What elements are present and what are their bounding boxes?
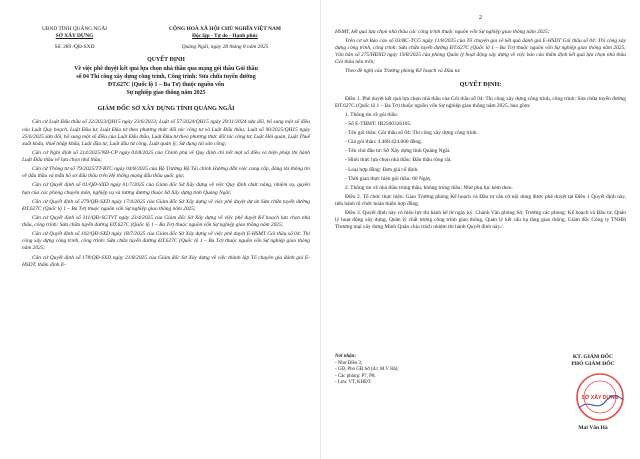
agency-name: UBND TỈNH QUẢNG NGÃI: [41, 26, 108, 32]
legal-basis-paragraph: Căn cứ Quyết định số 279/QĐ-SXD ngày 17/4/2025 của Giám đốc Sở Xây dựng về việc phê duyệt dự án Sửa chữa tuyến đường ĐT.627C (Quốc lộ 1 – Ba Tơ) thuộc nguồn vốn Sự nghiệp giao thông năm 2025;: [22, 198, 310, 212]
list-item: 2. Thông tin về nhà thầu trúng thầu, không trúng thầu: Như phụ lục kèm theo.: [345, 184, 513, 191]
recipient-item: - GĐ, Phó GĐ Sở (đ/c M.V Hà);: [335, 367, 399, 373]
list-item: 1. Thông tin về gói thầu:: [345, 111, 399, 118]
stamp-text: SỞ XÂY DỰNG: [581, 395, 619, 401]
agency-sub: SỞ XÂY DỰNG: [55, 33, 94, 40]
legal-basis-paragraph: Căn cứ Thông tư số 79/2025/TT-BTC ngày 04/8/2025 của Bộ Trưởng Bộ Tài chính Hướng dẫn việc cung cấp, đăng tải thông tin về đấu thầu và mẫu hồ sơ đấu thầu trên Hệ thống mạng đấu thầu quốc gia;: [22, 166, 310, 180]
list-item: - Hình thức lựa chọn nhà thầu: Đấu thầu rộng rãi.: [345, 157, 452, 164]
legal-basis-continued: [335, 29, 626, 76]
list-item: - Tên gói thầu: Gói thầu số 04: Thi công xây dựng công trình.: [345, 130, 478, 137]
signature-title-2: PHÓ GIÁM ĐỐC: [571, 361, 615, 368]
legal-basis-paragraph: Căn cứ Nghị định số 214/2025/NĐ-CP ngày 04/8/2025 của Chính phủ về Quy định chi tiết một số điều và biện pháp thi hành Luật Đấu thầu về lựa chọn nhà thầu;: [22, 149, 310, 164]
nation-motto: Độc lập - Tự do - Hạnh phúc: [192, 33, 258, 40]
legal-basis-paragraph: Căn cứ Quyết định số 01/QĐ-SXD ngày 01/7/2025 của Giám đốc Sở Xây dựng về việc Quy định chức năng, nhiệm vụ, quyền hạn của các phòng chuyên môn, nghiệp vụ và tương đương thuộc Sở Xây dựng tỉnh Quảng Ngãi;: [22, 182, 310, 196]
document-page-2: [320, 0, 640, 459]
recipient-item: - Các phòng: P7, P8;: [335, 373, 376, 379]
recipients-title: Nơi nhận:: [335, 354, 356, 359]
legal-basis-paragraph: Theo đề nghị của Trưởng phòng Kế hoạch và Đầu tư.: [345, 68, 461, 75]
list-item: - Tên chủ đầu tư: Sở Xây dựng tỉnh Quảng Ngãi.: [345, 148, 451, 155]
recipient-item: - Lưu: VT, KHĐT.: [335, 380, 372, 386]
list-item: - Giá gói thầu: 4.468.424.000 đồng.: [345, 139, 423, 146]
article-3: Điều 3. Quyết định này có hiệu lực thi hành kể từ ngày ký. Chánh Văn phòng Sở, Trưởng các phòng: Kế hoạch và Đầu tư, Quản lý hoạt động xây dựng, Quản lý chất lượng công trình giao thông, Quản lý kết cấu hạ tầng giao thông, Giám đốc Công ty TNHH Thương mại xây dựng Minh Quân chịu trách nhiệm thi hành Quyết định này./.: [335, 210, 626, 231]
article-1: Điều 1. Phê duyệt kết quả lựa chọn nhà thầu của Gói thầu số 04: Thi công xây dựng công trình, công trình: Sửa chữa tuyến đường ĐT.627C (Quốc lộ 1 – Ba Tơ) thuộc nguồn vốn Sự nghiệp giao thông năm 2025, bao gồm:: [335, 95, 626, 109]
page-number: 2: [478, 14, 483, 21]
list-item: - Loại hợp đồng: Đơn giá cố định.: [345, 166, 419, 173]
doc-title-line-2: số 04 Thi công xây dựng công trình, Công trình: Sửa chữa tuyến đường: [76, 73, 256, 80]
doc-type: QUYẾT ĐỊNH: [147, 57, 185, 64]
official-stamp-icon: [575, 372, 625, 422]
doc-title-line-1: Về việc phê duyệt kết quả lựa chọn nhà thầu qua mạng gói thầu Gói thầu: [74, 66, 258, 73]
list-item: - Thời gian thực hiện gói thầu: 60 Ngày.: [345, 175, 432, 182]
nation-title: CỘNG HOÀ XÃ HỘI CHỦ NGHĨA VIỆT NAM: [169, 26, 281, 32]
legal-basis-paragraph: Căn cứ Quyết định số 178/QĐ-SXD ngày 21/8/2025 của Giám đốc Sở Xây dựng về việc thành lập Tổ chuyên gia đánh giá E-HSDT, thẩm định E-: [22, 254, 310, 268]
legal-basis: [22, 119, 310, 268]
signature-title-1: KT. GIÁM ĐỐC: [572, 354, 614, 360]
doc-title-line-3: ĐT.627C (Quốc lộ 1 – Ba Tơ) thuộc nguồn vốn: [107, 81, 225, 88]
document-number: Số: 289 /QĐ-SXD: [54, 44, 95, 51]
legal-basis-paragraph: HSMT, kết quả lựa chọn nhà thầu các công trình thuộc nguồn vốn Sự nghiệp giao thông năm 2025;: [335, 28, 550, 35]
document-date: Quảng Ngãi, ngày 28 tháng 8 năm 2025: [181, 44, 269, 51]
signer-name: Mai Văn Hà: [578, 424, 608, 431]
recipient-item: - Như Điều 3;: [335, 360, 363, 366]
legal-basis-paragraph: Trên cơ sở Báo cáo số 03/BC-TCG ngày 11/8/2025 của Tổ chuyên gia về kết quả đánh giá E-HSDT Gói thầu số 04: Thi công xây dựng công trình, công trình: Sửa chữa tuyến đường ĐT.627C (Quốc lộ 1 – Ba Tơ) thuộc nguồn vốn Sự nghiệp giao thông năm 2025; Văn bản số 275/HĐXD ngày 19/8/2025 của phòng Quản lý hoạt động xây dựng về việc báo cáo thẩm định kết quả lựa chọn nhà thầu Gói thầu nêu trên;: [335, 37, 626, 66]
legal-basis-paragraph: Căn cứ Quyết định số 102/QĐ-SXD ngày 18/7/2025 của Giám đốc Sở Xây dựng về việc phê duyệt E-HSMT Gói thầu số 04: Thi công xây dựng công trình, công trình: Sửa chữa tuyến đường ĐT.627C (Quốc lộ 1 – Ba Tơ) thuộc nguồn vốn Sự nghiệp giao thông năm 2025;: [22, 231, 310, 252]
authority-heading: GIÁM ĐỐC SỞ XÂY DỰNG TỈNH QUẢNG NGÃI: [97, 105, 235, 113]
package-info-list: [335, 112, 626, 192]
decision-heading: QUYẾT ĐỊNH:: [459, 81, 502, 89]
header: [22, 26, 310, 51]
doc-title-line-4: Sự nghiệp giao thông năm 2025: [126, 89, 206, 96]
recipients-block: [335, 354, 399, 387]
article-2: Điều 2. Tổ chức thực hiện: Giao Trưởng phòng Kế hoạch và Đầu tư căn cứ nội dung được phê duyệt tại Điều 1 Quyết định này, tiến hành tổ chức hoàn thiện hợp đồng.: [335, 193, 626, 208]
list-item: - Số E-TBMT: IB2500326105.: [345, 120, 412, 127]
legal-basis-paragraph: Căn cứ Quyết định số 311/QĐ-SGTVT ngày 23/4/2025 của Giám đốc Sở Xây dựng về việc phê duyệt Kế hoạch lựa chọn nhà thầu, công trình: Sửa chữa tuyến đường ĐT.627C (Quốc lộ 1 – Ba Tơ) thuộc nguồn vốn Sự nghiệp giao thông năm 2025;: [22, 214, 310, 229]
legal-basis-paragraph: Căn cứ Luật Đấu thầu số 22/2023/QH15 ngày 23/6/2023; Luật số 57/2024/QH15 ngày 29/11/2024 sửa đổi, bổ sung một số điều của Luật Quy hoạch, Luật Đầu tư, Luật Đầu tư theo phương thức đối tác công tư và Luật Đấu thầu; Luật số 90/2025/QH15 ngày 25/6/2025 sửa đổi, bổ sung một số điều của Luật Đấu thầu, Luật Đầu tư theo phương thức đối tác công tư, Luật Hải quan, Luật Thuế xuất khẩu, thuế nhập khẩu, Luật đầu tư, Luật đầu tư công, Luật quản lý, Sử dụng tài sản công;: [22, 119, 311, 147]
doc-title: [22, 66, 310, 97]
